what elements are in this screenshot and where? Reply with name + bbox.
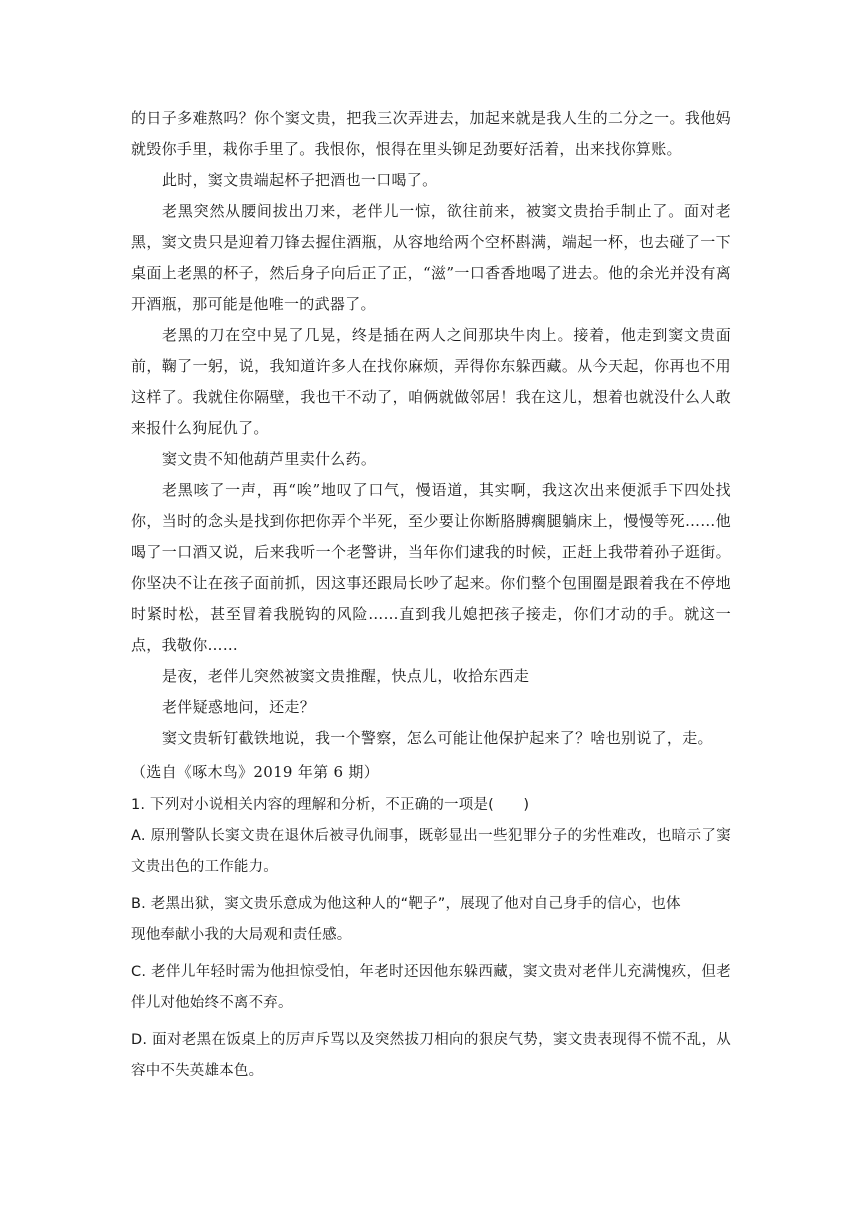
story-paragraph-2: 此时，窦文贵端起杯子把酒也一口喝了。 — [162, 171, 438, 189]
story-paragraph-9: 窦文贵斩钉截铁地说，我一个警察，怎么可能让他保护起来了？啥也别说了，走。 — [162, 729, 713, 747]
option-b-line-2: 现他奉献小我的大局观和责任感。 — [131, 927, 352, 943]
story-paragraph-4: 老黑的刀在空中晃了几晃，终是插在两人之间那块牛肉上。接着，他走到窦文贵面前，鞠了一躬，说，我知道许多人在找你麻烦，弄得你东躲西藏。从今天起，你再也不用这样了。我就住你隔壁，我也干不动了，咱俩就做邻居！我在这儿，想着也就没什么人敢来报什么狗屁仇了。 — [131, 326, 731, 437]
source-citation: （选自《啄木鸟》2019 年第 6 期） — [131, 763, 380, 781]
option-c: C. 老伴儿年轻时需为他担惊受怕，年老时还因他东躲西藏，窦文贵对老伴儿充满愧疚，但老伴儿对他始终不离不弃。 — [131, 964, 731, 1011]
option-b — [131, 889, 731, 951]
story-paragraph-6: 老黑咳了一声，再“唉”地叹了口气，慢语道，其实啊，我这次出来便派手下四处找你，当时的念头是找到你把你弄个半死，至少要让你断胳膊瘸腿躺床上，慢慢等死……他喝了一口酒又说，后来我听一个老警讲，当年你们逮我的时候，正赶上我带着孙子逛街。你坚决不让在孩子面前抓，因这事还跟局长吵了起来。你们整个包围圈是跟着我在不停地时紧时松，甚至冒着我脱钩的风险……直到我儿媳把孩子接走，你们才动的手。就这一点，我敬你…… — [131, 481, 731, 654]
question-stem: 1. 下列对小说相关内容的理解和分析，不正确的一项是( ) — [131, 797, 530, 813]
story-paragraph-7: 是夜，老伴儿突然被窦文贵推醒，快点儿，收拾东西走 — [162, 667, 530, 685]
option-b-line-1: B. 老黑出狱，窦文贵乐意成为他这种人的“靶子”，展现了他对自己身手的信心，也体 — [131, 896, 681, 912]
story-paragraph-5: 窦文贵不知他葫芦里卖什么药。 — [162, 450, 377, 468]
option-a: A. 原刑警队长窦文贵在退休后被寻仇闹事，既彰显出一些犯罪分子的劣性难改，也暗示了窦文贵出色的工作能力。 — [131, 828, 731, 875]
document-body — [131, 103, 731, 1093]
story-paragraph-1: 的日子多难熬吗？你个窦文贵，把我三次弄进去，加起来就是我人生的二分之一。我他妈就毁你手里，栽你手里了。我恨你，恨得在里头铆足劲要好活着，出来找你算账。 — [131, 109, 731, 158]
story-paragraph-8: 老伴疑惑地问，还走？ — [162, 698, 316, 716]
story-paragraph-3: 老黑突然从腰间拔出刀来，老伴儿一惊，欲往前来，被窦文贵抬手制止了。面对老黑，窦文贵只是迎着刀锋去握住酒瓶，从容地给两个空杯斟满，端起一杯，也去碰了一下桌面上老黑的杯子，然后身子向后正了正，“滋”一口香香地喝了进去。他的余光并没有离开酒瓶，那可能是他唯一的武器了。 — [131, 202, 731, 313]
option-d: D. 面对老黑在饭桌上的厉声斥骂以及突然拔刀相向的狠戾气势，窦文贵表现得不慌不乱，从容中不失英雄本色。 — [131, 1032, 731, 1079]
